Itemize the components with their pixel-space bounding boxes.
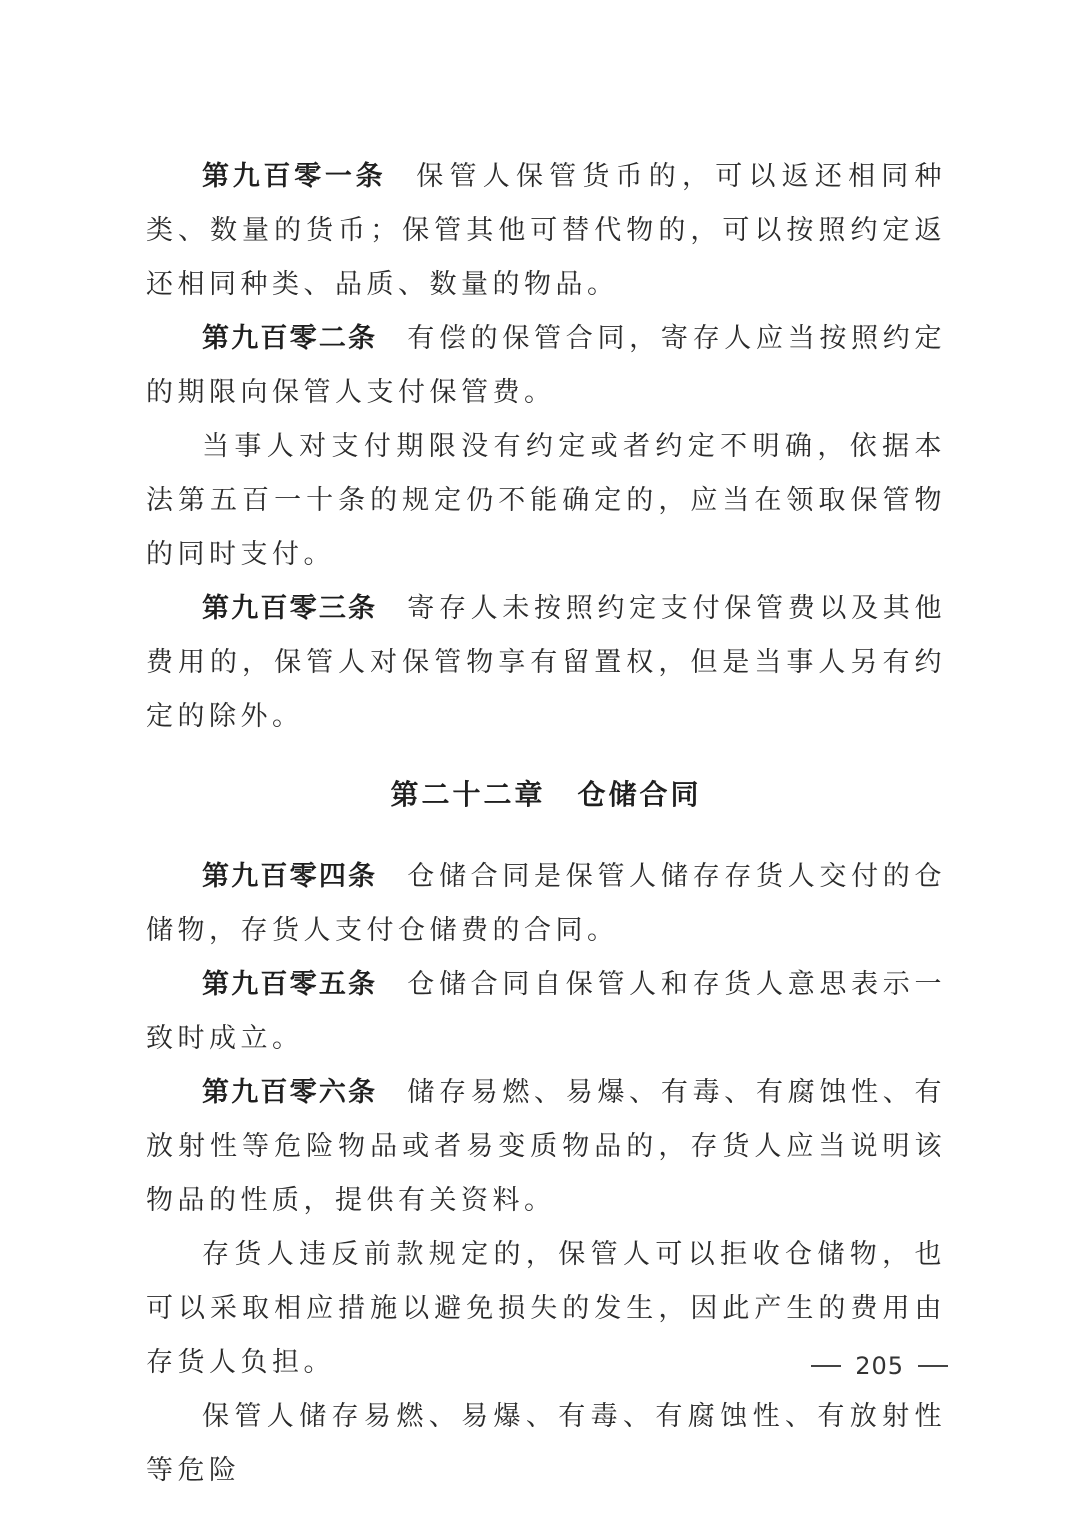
page-number-value: 205 [855,1352,904,1380]
article-901 [146,150,946,312]
article-905 [146,958,946,1066]
article-text: 保管人保管货币的，可以返还相同种类、数量的货币；保管其他可替代物的，可以按照约定返还相同种类、品质、数量的物品。 [146,161,947,300]
article-902-paragraph-2 [146,420,946,582]
article-text: 寄存人未按照约定支付保管费以及其他费用的，保管人对保管物享有留置权，但是当事人另有约定的除外。 [146,593,947,732]
article-906 [146,1066,946,1228]
article-number: 第九百零四条 [202,861,378,892]
article-number: 第九百零二条 [202,323,378,354]
article-text: 仓储合同自保管人和存货人意思表示一致时成立。 [146,969,947,1054]
article-text: 有偿的保管合同，寄存人应当按照约定的期限向保管人支付保管费。 [146,323,947,408]
page-number [811,1352,948,1380]
page-number-dash-right [918,1365,948,1367]
chapter-number: 第二十二章 [390,778,546,811]
page-number-dash-left [811,1365,841,1367]
paragraph-text: 当事人对支付期限没有约定或者约定不明确，依据本法第五百一十条的规定仍不能确定的，应当在领取保管物的同时支付。 [146,431,946,570]
article-902 [146,312,946,420]
article-number: 第九百零一条 [202,161,387,192]
article-906-paragraph-3 [146,1390,946,1498]
article-number: 第九百零五条 [202,969,378,1000]
article-903 [146,582,946,744]
chapter-heading [146,766,946,824]
article-number: 第九百零三条 [202,593,378,624]
article-text: 仓储合同是保管人储存存货人交付的仓储物，存货人支付仓储费的合同。 [146,861,947,946]
article-text: 储存易燃、易爆、有毒、有腐蚀性、有放射性等危险物品或者易变质物品的，存货人应当说明该物品的性质，提供有关资料。 [146,1077,947,1216]
paragraph-text: 保管人储存易燃、易爆、有毒、有腐蚀性、有放射性等危险 [146,1401,946,1486]
article-904 [146,850,946,958]
paragraph-text: 存货人违反前款规定的，保管人可以拒收仓储物，也可以采取相应措施以避免损失的发生，因此产生的费用由存货人负担。 [146,1239,946,1378]
document-body [146,150,946,1498]
chapter-title: 仓储合同 [577,778,702,811]
article-number: 第九百零六条 [202,1077,378,1108]
